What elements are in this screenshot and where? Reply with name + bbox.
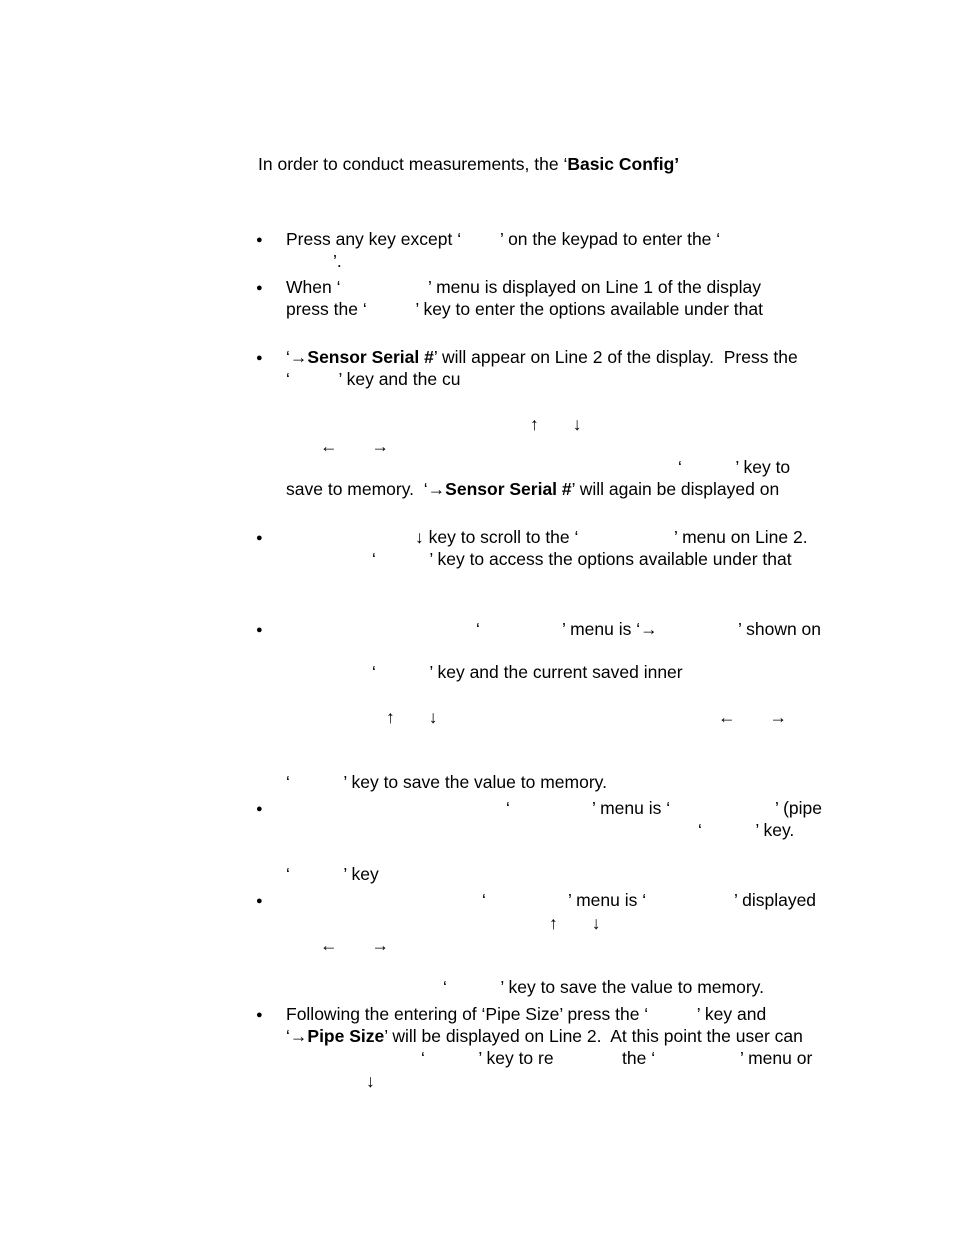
bullet-4-line-1-part-b: ’ menu on Line 2. [674,527,808,547]
bullet-3-line-6 [286,478,779,500]
bullet-5-line-1-part-c: ’ shown on [738,619,822,639]
bullet-6-line-1-part-b: ’ menu is ‘ [592,798,671,818]
bullet-7-arrows-up-down: ↑ ↓ [549,913,601,933]
bullet-5-line-1-part-b: ’ menu is ‘→ [562,619,658,639]
bullet-7-line-1-part-b: ’ menu is ‘ [568,890,647,910]
bold-text-run: Sensor Serial # [445,479,572,499]
bold-text-run: Pipe Size [307,1026,385,1046]
bullet-1-line-1: Press any key except ‘ ’ on the keypad to enter the ‘ [286,229,721,249]
bullet-8-line-2 [286,1025,803,1047]
bullet-7-line-4: ‘ ’ key to save the value to memory. [443,977,764,997]
bullet-1-line-2: ’. [333,251,342,271]
bullet-3-line-5: ‘ ’ key to [678,457,791,477]
bullet-8-line-1: Following the entering of ‘Pipe Size’ press the ‘ ’ key and [286,1004,767,1024]
bullet-2-line-2: press the ‘ ’ key to enter the options available under that [286,299,763,319]
bullet-4-line-1-part-a: ↓ key to scroll to the ‘ [415,527,579,547]
bullet-8-line-3-part-a: ‘ ’ key to re [421,1048,554,1068]
bullet-icon: ● [256,1009,263,1021]
bullet-5-line-2: ‘ ’ key and the current saved inner [372,662,683,682]
bullet-3-arrows-up-down: ↑ ↓ [530,414,582,434]
text-run: save to memory. ‘→ [286,479,446,499]
bullet-7-line-1-part-a: ‘ [482,890,486,910]
bullet-3-arrows-left-right: ← → [320,436,390,456]
text-run: ’ will appear on Line 2 of the display. Press the [433,347,798,367]
text-run: ‘→ [286,347,308,367]
bullet-5-line-4: ‘ ’ key to save the value to memory. [286,772,607,792]
bold-text-run: Sensor Serial # [307,347,434,367]
bullet-3-line-1 [286,346,798,368]
intro-bold-text: Basic Config’ [567,154,680,174]
bullet-6-line-1-part-c: ’ (pipe [775,798,823,818]
intro-paragraph [258,153,679,175]
bullet-5-arrows-left-right: ← → [718,707,788,727]
bullet-icon: ● [256,282,263,294]
intro-text: In order to conduct measurements, the ‘ [258,154,568,174]
bullet-icon: ● [256,532,263,544]
bullet-7-line-1-part-c: ’ displayed [734,890,817,910]
bullet-8-line-3-part-b: the ‘ [622,1048,656,1068]
text-run: ’ will be displayed on Line 2. At this point the user can [384,1026,803,1046]
text-run: ’ will again be displayed on [571,479,780,499]
bullet-7-arrows-left-right: ← → [320,935,390,955]
bullet-icon: ● [256,624,263,636]
bullet-6-line-1-part-a: ‘ [506,798,510,818]
bullet-3-line-2: ‘ ’ key and the cu [286,369,461,389]
bullet-icon: ● [256,803,263,815]
bullet-6-line-2: ‘ ’ key. [698,820,795,840]
bullet-icon: ● [256,234,263,246]
bullet-icon: ● [256,352,263,364]
bullet-5-arrows-up-down: ↑ ↓ [386,707,438,727]
bullet-6-line-3: ‘ ’ key [286,864,379,884]
bullet-4-line-2: ‘ ’ key to access the options available under that [372,549,792,569]
bullet-icon: ● [256,895,263,907]
text-run: ‘→ [286,1026,308,1046]
bullet-2-line-1: When ‘ ’ menu is displayed on Line 1 of the display [286,277,762,297]
bullet-8-arrow-down: ↓ [366,1071,375,1091]
bullet-5-line-1-part-a: ‘ [476,619,480,639]
bullet-8-line-3-part-c: ’ menu or [740,1048,813,1068]
